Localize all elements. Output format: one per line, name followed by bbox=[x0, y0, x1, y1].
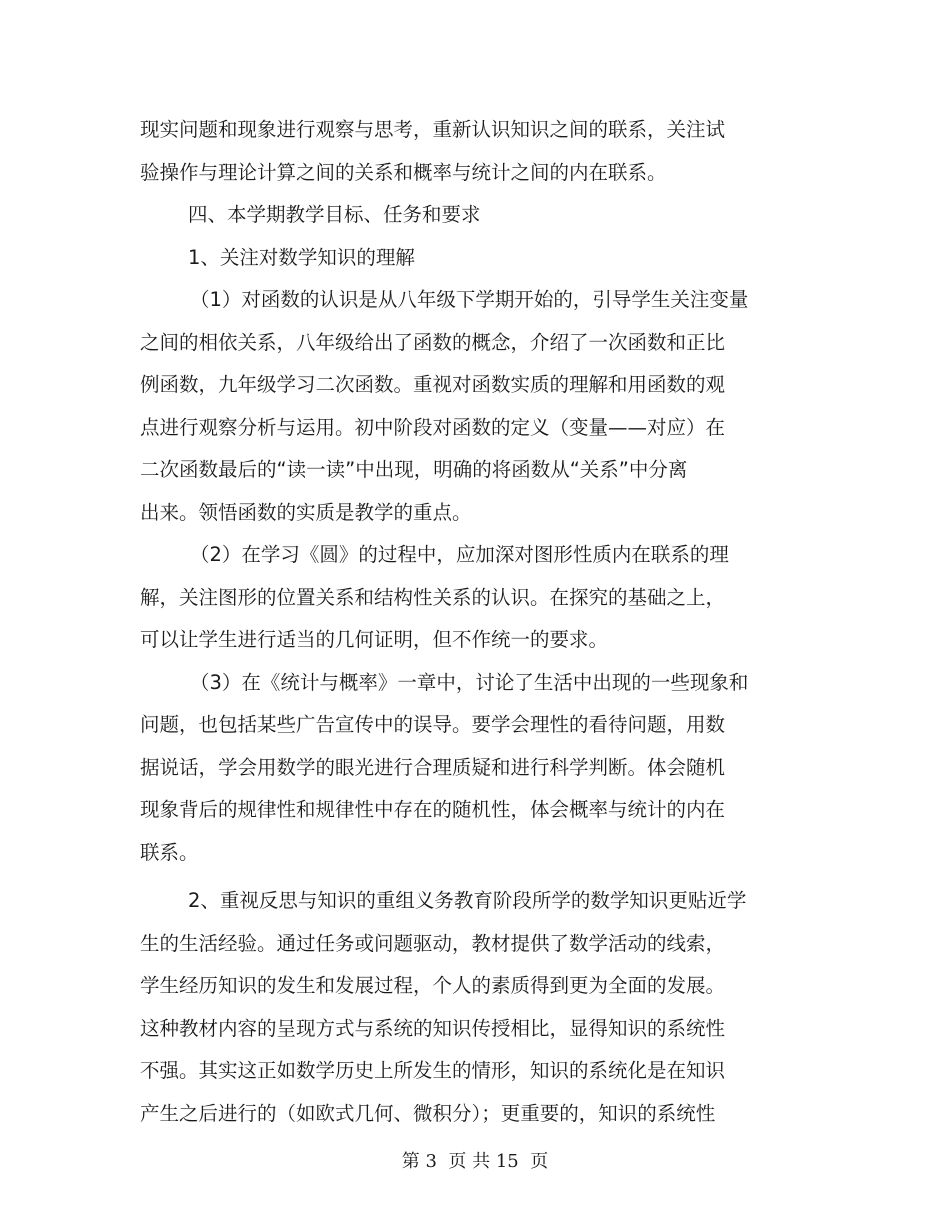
page-number-footer: 第 3 页 共 15 页 bbox=[401, 1151, 549, 1172]
text-line: 可以让学生进行适当的几何证明，但不作统一的要求。 bbox=[140, 628, 609, 651]
text-line: 产生之后进行的（如欧式几何、微积分）；更重要的，知识的系统性 bbox=[140, 1101, 716, 1125]
paragraph-start: （3）在《统计与概率》一章中，讨论了生活中出现的一些现象和 bbox=[190, 670, 749, 694]
text-line: 点进行观察分析与运用。初中阶段对函数的定义（变量——对应）在 bbox=[140, 415, 726, 439]
text-line: 现象背后的规律性和规律性中存在的随机性，体会概率与统计的内在 bbox=[140, 798, 726, 821]
text-line: 学生经历知识的发生和发展过程，个人的素质得到更为全面的发展。 bbox=[140, 974, 726, 997]
text-line: 联系。 bbox=[140, 840, 199, 864]
text-line: 生的生活经验。通过任务或问题驱动，教材提供了数学活动的线索， bbox=[140, 931, 726, 955]
text-line: 解，关注图形的位置关系和结构性关系的认识。在探究的基础之上， bbox=[140, 585, 726, 609]
text-line: 据说话，学会用数学的眼光进行合理质疑和进行科学判断。体会随机 bbox=[140, 755, 726, 779]
text-line: 出来。领悟函数的实质是教学的重点。 bbox=[140, 500, 472, 524]
text-line: 现实问题和现象进行观察与思考，重新认识知识之间的联系，关注试 bbox=[140, 118, 726, 141]
text-line: 不强。其实这正如数学历史上所发生的情形，知识的系统化是在知识 bbox=[140, 1059, 726, 1082]
text-line: 例函数，九年级学习二次函数。重视对函数实质的理解和用函数的观 bbox=[140, 373, 726, 396]
text-line: 验操作与理论计算之间的关系和概率与统计之间的内在联系。 bbox=[140, 160, 667, 184]
text-line: 之间的相依关系，八年级给出了函数的概念，介绍了一次函数和正比 bbox=[140, 330, 726, 354]
body-text bbox=[140, 109, 780, 1135]
text-line: 这种教材内容的呈现方式与系统的知识传授相比，显得知识的系统性 bbox=[140, 1016, 726, 1040]
text-line: 问题，也包括某些广告宣传中的误导。要学会理性的看待问题，用数 bbox=[140, 713, 726, 736]
text-line: 二次函数最后的“读一读”中出现，明确的将函数从“关系”中分离 bbox=[140, 458, 688, 481]
paragraph-start: （1）对函数的认识是从八年级下学期开始的，引导学生关注变量 bbox=[190, 288, 749, 311]
subsection-heading: 1、关注对数学知识的理解 bbox=[188, 245, 415, 269]
paragraph-start: 2、重视反思与知识的重组义务教育阶段所学的数学知识更贴近学 bbox=[188, 889, 747, 912]
paragraph-start: （2）在学习《圆》的过程中，应加深对图形性质内在联系的理 bbox=[190, 543, 729, 566]
section-heading: 四、本学期教学目标、任务和要求 bbox=[188, 203, 481, 226]
